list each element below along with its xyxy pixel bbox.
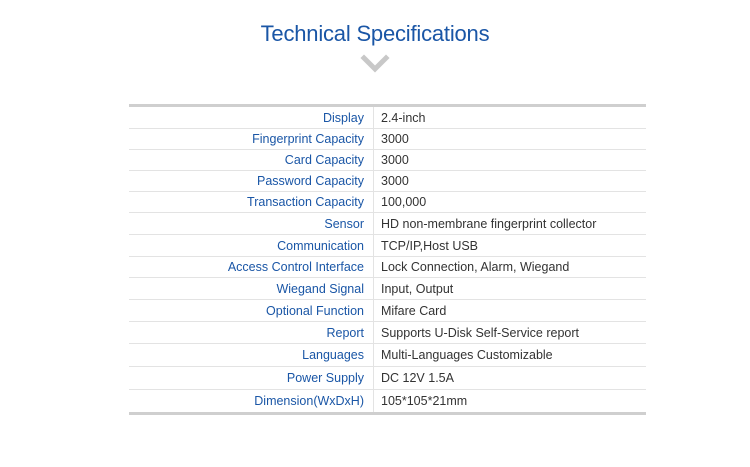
spec-value: TCP/IP,Host USB <box>381 238 479 253</box>
spec-label: Power Supply <box>129 367 374 389</box>
spec-label: Password Capacity <box>129 171 374 191</box>
spec-value: Mifare Card <box>381 303 447 318</box>
spec-value: 3000 <box>381 153 409 167</box>
spec-label: Sensor <box>129 213 374 234</box>
spec-value: 100,000 <box>381 195 427 209</box>
spec-value: Supports U-Disk Self-Service report <box>381 325 579 340</box>
spec-row-display <box>129 107 646 128</box>
spec-row-sensor <box>129 212 646 234</box>
spec-row-wiegand-signal <box>129 277 646 299</box>
spec-label: Fingerprint Capacity <box>129 129 374 149</box>
spec-value: 105*105*21mm <box>381 394 468 408</box>
spec-row-report <box>129 321 646 343</box>
chevron-down-icon <box>360 53 390 75</box>
spec-label: Languages <box>129 344 374 366</box>
spec-row-card-capacity <box>129 149 646 170</box>
spec-row-power-supply <box>129 366 646 389</box>
spec-row-dimension <box>129 389 646 412</box>
spec-row-languages <box>129 343 646 366</box>
spec-value: 3000 <box>381 132 409 146</box>
page-title: Technical Specifications <box>260 21 490 46</box>
spec-label: Card Capacity <box>129 150 374 170</box>
spec-row-password-capacity <box>129 170 646 191</box>
spec-value: 2.4-inch <box>381 110 426 125</box>
spec-label: Wiegand Signal <box>129 278 374 299</box>
spec-label: Communication <box>129 235 374 256</box>
spec-value: Lock Connection, Alarm, Wiegand <box>381 260 570 274</box>
spec-table <box>129 104 646 415</box>
spec-value: Multi-Languages Customizable <box>381 348 553 362</box>
spec-label: Display <box>129 107 374 128</box>
spec-row-access-control-interface <box>129 256 646 277</box>
spec-row-communication <box>129 234 646 256</box>
spec-label: Access Control Interface <box>129 257 374 277</box>
spec-label: Report <box>129 322 374 343</box>
spec-label: Transaction Capacity <box>129 192 374 212</box>
spec-value: Input, Output <box>381 281 454 296</box>
spec-value: HD non-membrane fingerprint collector <box>381 216 597 231</box>
spec-row-fingerprint-capacity <box>129 128 646 149</box>
spec-label: Optional Function <box>129 300 374 321</box>
spec-row-transaction-capacity <box>129 191 646 212</box>
spec-value: DC 12V 1.5A <box>381 371 454 385</box>
spec-value: 3000 <box>381 174 409 188</box>
spec-label: Dimension(WxDxH) <box>129 390 374 412</box>
spec-row-optional-function <box>129 299 646 321</box>
